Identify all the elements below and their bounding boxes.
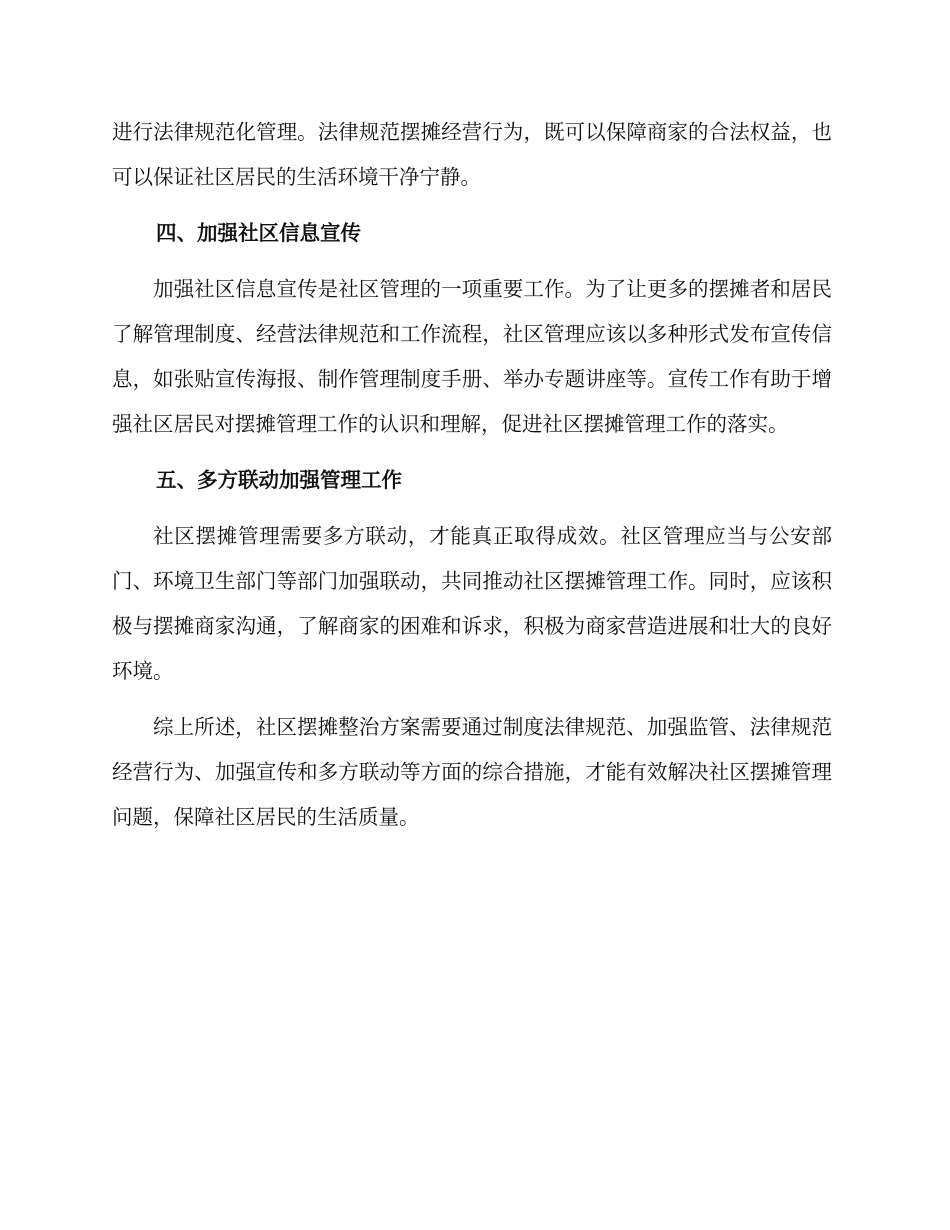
conclusion-paragraph: 综上所述，社区摆摊整治方案需要通过制度法律规范、加强监管、法律规范经营行为、加强宣传和多方联动等方面的综合措施，才能有效解决社区摆摊管理问题，保障社区居民的生活质量。 (112, 715, 832, 829)
section-heading-5: 五、多方联动加强管理工作 (156, 468, 402, 492)
section-4-paragraph: 加强社区信息宣传是社区管理的一项重要工作。为了让更多的摆摊者和居民了解管理制度、经营法律规范和工作流程，社区管理应该以多种形式发布宣传信息，如张贴宣传海报、制作管理制度手册、举办专题讲座等。宣传工作有助于增强社区居民对摆摊管理工作的认识和理解，促进社区摆摊管理工作的落实。 (112, 277, 832, 436)
section-heading-4: 四、加强社区信息宣传 (156, 221, 361, 245)
spacer (112, 200, 832, 211)
document-body (112, 110, 832, 840)
spacer (112, 503, 832, 514)
paragraph-continuation: 进行法律规范化管理。法律规范摆摊经营行为，既可以保障商家的合法权益，也可以保证社区居民的生活环境干净宁静。 (112, 120, 832, 189)
spacer (112, 256, 832, 267)
section-5-paragraph: 社区摆摊管理需要多方联动，才能真正取得成效。社区管理应当与公安部门、环境卫生部门等部门加强联动，共同推动社区摆摊管理工作。同时，应该积极与摆摊商家沟通，了解商家的困难和诉求，积极为商家营造进展和壮大的良好环境。 (112, 524, 832, 683)
spacer (112, 447, 832, 458)
spacer (112, 694, 832, 705)
